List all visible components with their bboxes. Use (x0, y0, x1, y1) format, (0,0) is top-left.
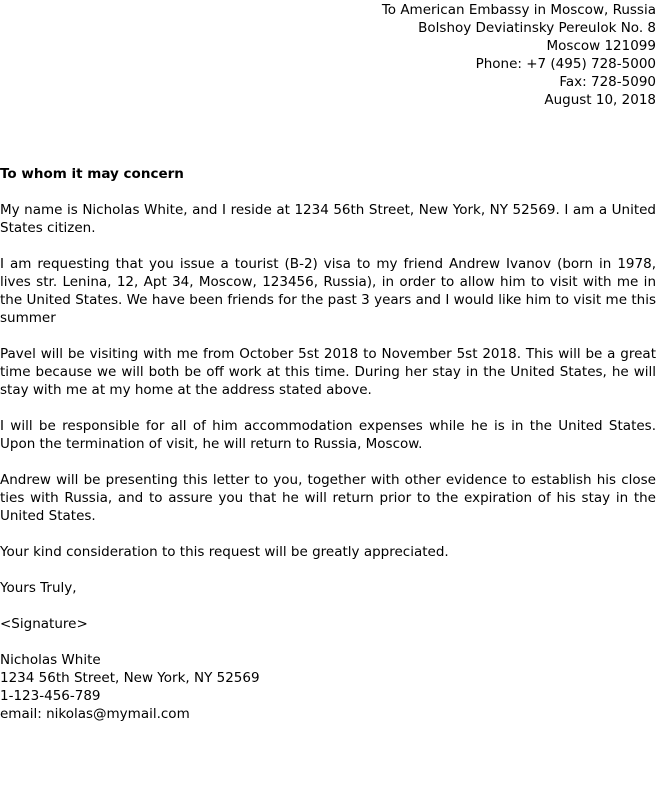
sender-email: email: nikolas@mymail.com (0, 706, 190, 722)
sender-address: 1234 56th Street, New York, NY 52569 (0, 670, 260, 686)
recipient-phone: Phone: +7 (495) 728-5000 (475, 56, 656, 72)
paragraph-appreciation: Your kind consideration to this request will be greatly appreciated. (0, 544, 449, 560)
paragraph-visit-dates: Pavel will be visiting with me from October 5st 2018 to November 5st 2018. This will be a great time because we will both be off work at this time. During her stay in the United States, he will stay with me at my home at the address stated above. (0, 346, 656, 398)
closing: Yours Truly, (0, 580, 77, 596)
sender-name: Nicholas White (0, 652, 101, 668)
recipient-line-2: Bolshoy Deviatinsky Pereulok No. 8 (418, 20, 656, 36)
signature-placeholder: <Signature> (0, 616, 88, 632)
recipient-address-block (0, 1, 656, 109)
recipient-fax: Fax: 728-5090 (559, 74, 656, 90)
paragraph-expenses: I will be responsible for all of him accommodation expenses while he is in the United States. Upon the termination of visit, he will return to Russia, Moscow. (0, 418, 656, 452)
greeting: To whom it may concern (0, 166, 184, 182)
letter-date: August 10, 2018 (544, 92, 656, 108)
recipient-line-1: To American Embassy in Moscow, Russia (381, 2, 656, 18)
recipient-line-3: Moscow 121099 (546, 38, 656, 54)
paragraph-introduction: My name is Nicholas White, and I reside at 1234 56th Street, New York, NY 52569. I am a United States citizen. (0, 202, 656, 236)
sender-phone: 1-123-456-789 (0, 688, 101, 704)
paragraph-evidence: Andrew will be presenting this letter to you, together with other evidence to establish his close ties with Russia, and to assure you that he will return prior to the expiration of his stay in the United States. (0, 472, 656, 524)
paragraph-request: I am requesting that you issue a tourist (B-2) visa to my friend Andrew Ivanov (born in 1978, lives str. Lenina, 12, Apt 34, Moscow, 123456, Russia), in order to allow him to visit with me in the United States. We have been friends for the past 3 years and I would like him to visit me this summer (0, 256, 656, 326)
sender-block (0, 651, 656, 723)
